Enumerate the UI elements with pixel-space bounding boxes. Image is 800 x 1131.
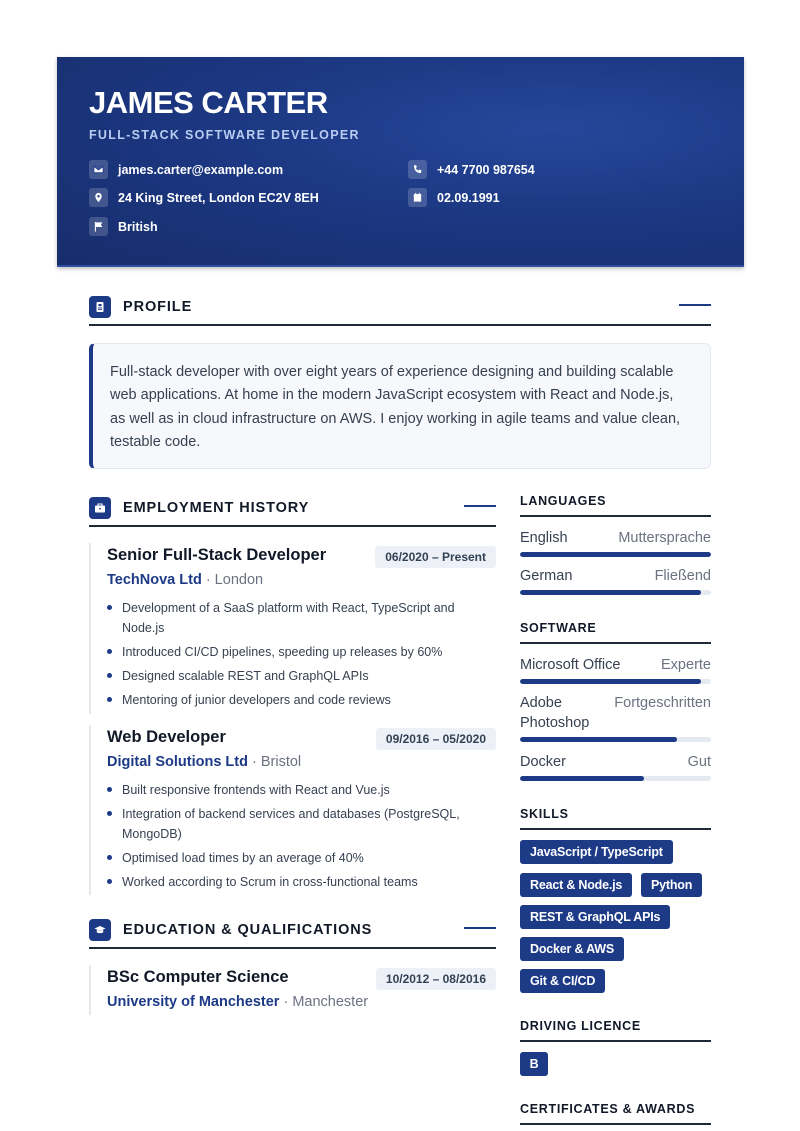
skill-tag: React & Node.js (520, 873, 632, 897)
language-name: German (520, 568, 573, 584)
profile-heading: PROFILE (123, 299, 193, 315)
contact-birthdate (408, 188, 500, 207)
software-level: Gut (687, 754, 711, 770)
list-item: Designed scalable REST and GraphQL APIs (107, 666, 496, 686)
job-company-line (107, 570, 496, 590)
level-bar-fill (520, 737, 677, 742)
school-location: · Manchester (283, 994, 369, 1010)
graduation-cap-icon (89, 919, 111, 941)
software-heading: SOFTWARE (520, 620, 711, 644)
heading-accent-line (464, 505, 496, 507)
education-entry (89, 965, 496, 1015)
job-bullets (107, 598, 496, 710)
list-item: Worked according to Scrum in cross-functional teams (107, 872, 496, 892)
employment-section-header (89, 491, 496, 527)
driving-licence-heading: DRIVING LICENCE (520, 1018, 711, 1042)
birthdate-text: 02.09.1991 (437, 190, 500, 205)
employment-heading: EMPLOYMENT HISTORY (123, 500, 310, 516)
certificates-heading: CERTIFICATES & AWARDS (520, 1101, 711, 1125)
list-item: Integration of backend services and databases (PostgreSQL, MongoDB) (107, 804, 496, 844)
job-dates: 06/2020 – Present (375, 546, 496, 568)
school-line (107, 992, 496, 1012)
level-bar (520, 737, 711, 742)
heading-accent-line (679, 304, 711, 306)
profile-summary: Full-stack developer with over eight years of experience designing and building scalable web applications. At home in the modern JavaScript ecosystem with React and Node.js, as well as in cloud infrastructure on AWS. I enjoy working in agile teams and value clean, testable code. (89, 343, 711, 469)
job-title: Senior Full-Stack Developer (107, 546, 327, 564)
school-name: University of Manchester (107, 994, 280, 1010)
language-row (520, 566, 711, 586)
candidate-name: JAMES CARTER (89, 85, 328, 120)
company-name: Digital Solutions Ltd (107, 754, 248, 770)
skills-heading: SKILLS (520, 806, 711, 830)
software-level: Fortgeschritten (614, 695, 711, 711)
software-name: Docker (520, 754, 566, 770)
profile-card-icon (89, 296, 111, 318)
education-heading: EDUCATION & QUALIFICATIONS (123, 922, 373, 938)
language-name: English (520, 530, 568, 546)
resume-header (57, 57, 744, 267)
skill-tag: Docker & AWS (520, 937, 624, 961)
level-bar-fill (520, 679, 701, 684)
calendar-icon (408, 188, 427, 207)
list-item: Mentoring of junior developers and code reviews (107, 690, 496, 710)
software-row (520, 752, 711, 772)
education-dates: 10/2012 – 08/2016 (376, 968, 496, 990)
language-level: Muttersprache (618, 530, 711, 546)
software-row (520, 693, 711, 733)
degree-title: BSc Computer Science (107, 968, 289, 986)
skill-tag: Git & CI/CD (520, 969, 605, 993)
software-name: Microsoft Office (520, 657, 621, 673)
contact-address (89, 188, 319, 207)
level-bar (520, 776, 711, 781)
phone-text: +44 7700 987654 (437, 162, 535, 177)
level-bar-fill (520, 776, 644, 781)
email-text: james.carter@example.com (118, 162, 284, 177)
job-bullets (107, 780, 496, 892)
language-row (520, 528, 711, 548)
software-name: Adobe Photoshop (520, 695, 590, 731)
driving-licence-badge: B (520, 1052, 548, 1076)
job-entry (89, 725, 496, 895)
company-location: · Bristol (252, 754, 302, 770)
profile-section-header (89, 290, 711, 326)
level-bar-fill (520, 590, 701, 595)
phone-icon (408, 160, 427, 179)
list-item: Introduced CI/CD pipelines, speeding up releases by 60% (107, 642, 496, 662)
level-bar-fill (520, 552, 711, 557)
contact-nationality (89, 217, 158, 236)
list-item: Optimised load times by an average of 40% (107, 848, 496, 868)
briefcase-icon (89, 497, 111, 519)
software-row (520, 655, 711, 675)
nationality-text: British (118, 219, 158, 234)
software-level: Experte (661, 657, 711, 673)
list-item: Development of a SaaS platform with React, TypeScript and Node.js (107, 598, 496, 638)
heading-accent-line (464, 927, 496, 929)
flag-icon (89, 217, 108, 236)
level-bar (520, 679, 711, 684)
list-item: Built responsive frontends with React and Vue.js (107, 780, 496, 800)
mail-icon (89, 160, 108, 179)
address-text: 24 King Street, London EC2V 8EH (118, 190, 319, 205)
job-dates: 09/2016 – 05/2020 (376, 728, 496, 750)
skill-tag: Python (641, 873, 702, 897)
location-pin-icon (89, 188, 108, 207)
language-level: Fließend (654, 568, 711, 584)
job-company-line (107, 752, 496, 772)
job-entry (89, 543, 496, 714)
skill-tag: REST & GraphQL APIs (520, 905, 670, 929)
company-location: · London (205, 572, 264, 588)
level-bar (520, 552, 711, 557)
job-title: Web Developer (107, 728, 226, 746)
contact-phone (408, 160, 535, 179)
company-name: TechNova Ltd (107, 572, 202, 588)
level-bar (520, 590, 711, 595)
education-section-header (89, 913, 496, 949)
languages-heading: LANGUAGES (520, 493, 711, 517)
candidate-title: FULL-STACK SOFTWARE DEVELOPER (89, 128, 360, 142)
skill-tag: JavaScript / TypeScript (520, 840, 673, 864)
contact-email (89, 160, 283, 179)
